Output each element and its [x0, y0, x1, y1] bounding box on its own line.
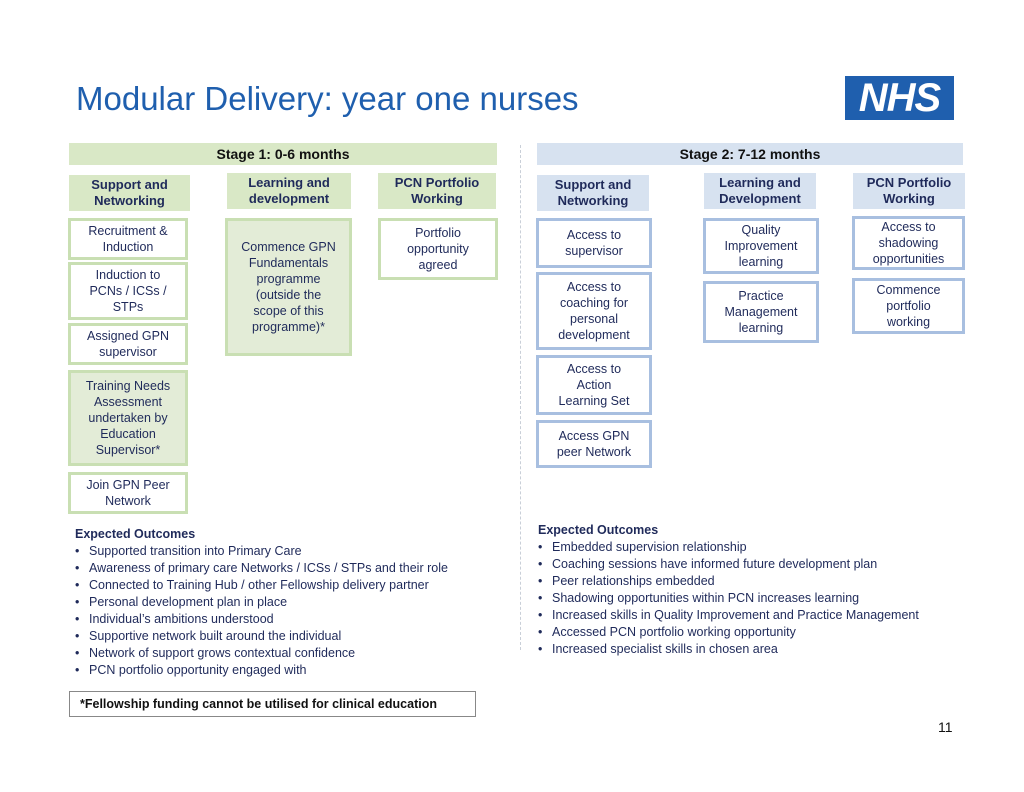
stage1-support-box: Recruitment & Induction: [68, 218, 188, 260]
outcome-item: • Supported transition into Primary Care: [75, 543, 448, 560]
stage-divider: [520, 145, 521, 650]
stage2-support-box: Access to Action Learning Set: [536, 355, 652, 415]
nhs-logo: NHS: [845, 76, 954, 120]
stage2-support-box: Access to supervisor: [536, 218, 652, 268]
stage2-band: Stage 2: 7-12 months: [537, 143, 963, 165]
stage1-header-support: Support and Networking: [69, 175, 190, 211]
stage1-outcomes: [75, 527, 448, 679]
stage2-learning-box: Practice Management learning: [703, 281, 819, 343]
outcome-item: • Network of support grows contextual confidence: [75, 645, 448, 662]
stage1-support-box: Assigned GPN supervisor: [68, 323, 188, 365]
outcome-item: • Peer relationships embedded: [538, 573, 919, 590]
stage1-band: Stage 1: 0-6 months: [69, 143, 497, 165]
outcome-item: • Shadowing opportunities within PCN increases learning: [538, 590, 919, 607]
outcome-item: • Increased specialist skills in chosen area: [538, 641, 919, 658]
outcome-item: • Accessed PCN portfolio working opportunity: [538, 624, 919, 641]
stage2-support-box: Access to coaching for personal development: [536, 272, 652, 350]
stage1-header-learning: Learning and development: [227, 173, 351, 209]
stage1-portfolio-box: Portfolio opportunity agreed: [378, 218, 498, 280]
stage2-support-box: Access GPN peer Network: [536, 420, 652, 468]
stage1-outcomes-heading: Expected Outcomes: [75, 527, 196, 541]
funding-footnote: *Fellowship funding cannot be utilised for clinical education: [69, 691, 476, 717]
outcome-item: • Supportive network built around the individual: [75, 628, 448, 645]
outcome-item: • Personal development plan in place: [75, 594, 448, 611]
stage2-outcomes-heading: Expected Outcomes: [538, 523, 659, 537]
stage1-support-box: Training Needs Assessment undertaken by Education Supervisor*: [68, 370, 188, 466]
stage2-outcomes: [538, 523, 919, 658]
outcome-item: • Increased skills in Quality Improvement and Practice Management: [538, 607, 919, 624]
stage1-learning-box: Commence GPN Fundamentals programme (outside the scope of this programme)*: [225, 218, 352, 356]
outcome-item: • PCN portfolio opportunity engaged with: [75, 662, 448, 679]
stage2-header-portfolio: PCN Portfolio Working: [853, 173, 965, 209]
stage1-support-box: Join GPN Peer Network: [68, 472, 188, 514]
stage2-portfolio-box: Access to shadowing opportunities: [852, 216, 965, 270]
stage2-portfolio-box: Commence portfolio working: [852, 278, 965, 334]
stage1-support-box: Induction to PCNs / ICSs / STPs: [68, 262, 188, 320]
page-title: Modular Delivery: year one nurses: [76, 80, 579, 117]
stage2-learning-box: Quality Improvement learning: [703, 218, 819, 274]
stage2-header-support: Support and Networking: [537, 175, 649, 211]
stage2-header-learning: Learning and Development: [704, 173, 816, 209]
page-number: 11: [938, 719, 953, 735]
outcome-item: • Awareness of primary care Networks / ICSs / STPs and their role: [75, 560, 448, 577]
outcome-item: • Embedded supervision relationship: [538, 539, 919, 556]
stage1-header-portfolio: PCN Portfolio Working: [378, 173, 496, 209]
outcome-item: • Coaching sessions have informed future development plan: [538, 556, 919, 573]
outcome-item: • Individual’s ambitions understood: [75, 611, 448, 628]
outcome-item: • Connected to Training Hub / other Fellowship delivery partner: [75, 577, 448, 594]
